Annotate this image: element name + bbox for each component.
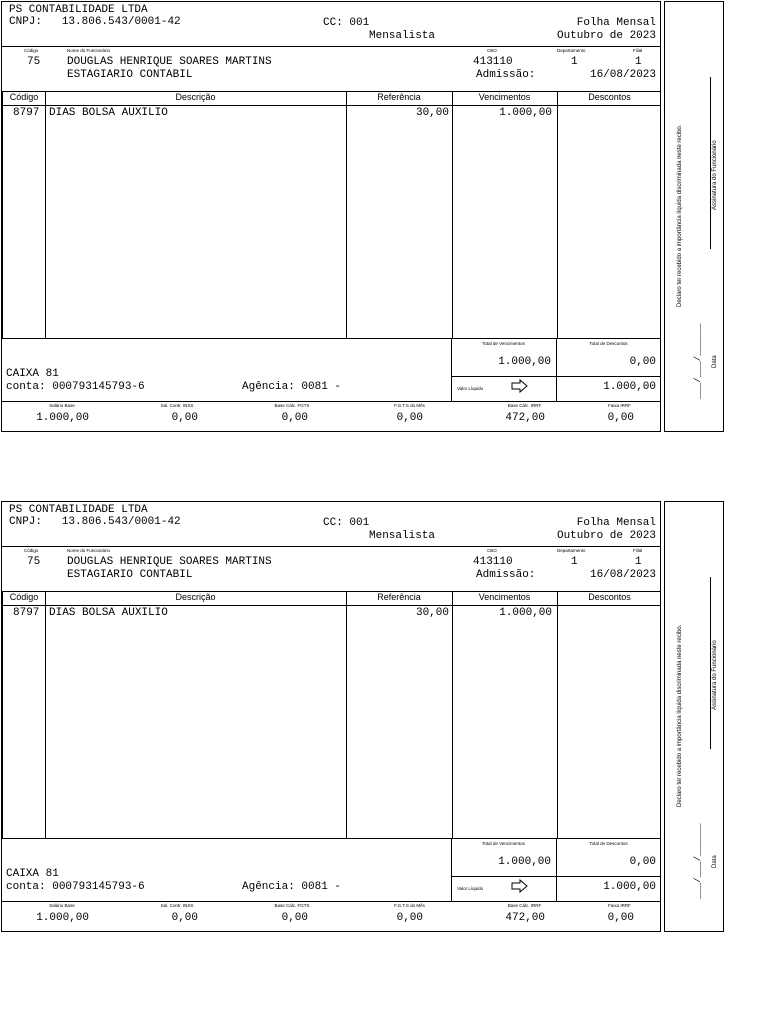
branch-value: 1	[635, 56, 642, 68]
net-value-label: Valor Líquido	[457, 386, 484, 391]
col-header-reference: Referência	[377, 592, 421, 602]
bank-agency: Agência: 0081 -	[242, 881, 342, 893]
pay-type: Mensalista	[369, 530, 436, 542]
arrow-right-icon	[511, 879, 529, 893]
row-description: DIAS BOLSA AUXILIO	[49, 107, 168, 119]
sheet-title: Folha Mensal	[576, 17, 656, 29]
inss-value: 0,00	[171, 912, 198, 924]
row-code: 8797	[13, 107, 40, 119]
date-line: ___/___/______	[693, 823, 703, 899]
total-deductions: 0,00	[629, 356, 656, 368]
employee-name: DOUGLAS HENRIQUE SOARES MARTINS	[67, 556, 272, 568]
employee-role: ESTAGIARIO CONTABIL	[67, 69, 193, 81]
date-label: Data	[712, 855, 718, 868]
bank-agency: Agência: 0081 -	[242, 381, 342, 393]
pay-slip-main	[1, 501, 661, 932]
fgts-month-value: 0,00	[396, 412, 423, 424]
fgts-month-value: 0,00	[396, 912, 423, 924]
department-value: 1	[571, 56, 578, 68]
totals-area	[451, 838, 661, 901]
net-value: 1.000,00	[603, 881, 656, 893]
fgts-month-label: F.G.T.S do Mês	[394, 403, 425, 408]
cbo-label: CBO	[487, 48, 497, 53]
items-table	[2, 591, 661, 839]
employee-code-label: Código	[24, 548, 39, 553]
employee-name-label: Nome do Funcionário	[67, 548, 111, 553]
inss-value: 0,00	[171, 412, 198, 424]
total-earnings: 1.000,00	[498, 356, 551, 368]
date-label: Data	[712, 355, 718, 368]
cost-center: CC: 001	[323, 517, 370, 529]
fgts-base-value: 0,00	[281, 412, 308, 424]
col-header-earnings: Vencimentos	[478, 92, 531, 102]
col-header-code: Código	[9, 92, 39, 102]
admission-date: 16/08/2023	[589, 69, 656, 81]
bank-account: conta: 000793145793-6	[6, 381, 145, 393]
receipt-stub	[664, 501, 724, 932]
signature-label: Assinatura do Funcionário	[712, 640, 718, 710]
company-name: PS CONTABILIDADE LTDA	[9, 4, 148, 16]
date-line: ___/___/______	[693, 323, 703, 399]
signature-line	[710, 77, 711, 249]
bank-name: CAIXA 81	[6, 368, 59, 380]
receipt-declaration: Declaro ter recebido a importância líquida discriminada neste recibo.	[677, 124, 683, 307]
row-description: DIAS BOLSA AUXILIO	[49, 607, 168, 619]
cbo-value: 413110	[473, 556, 513, 568]
base-salary-label: Salário Base	[49, 403, 75, 408]
inss-label: Sal. Contr. INSS	[160, 903, 194, 908]
bank-account: conta: 000793145793-6	[6, 881, 145, 893]
total-earnings-label: Total de Vencimentos	[482, 841, 525, 846]
period: Outubro de 2023	[556, 30, 656, 42]
employee-code-label: Código	[24, 48, 39, 53]
employee-code: 75	[27, 556, 41, 568]
period: Outubro de 2023	[556, 530, 656, 542]
col-header-earnings: Vencimentos	[478, 592, 531, 602]
items-table	[2, 91, 661, 339]
arrow-right-icon	[511, 379, 529, 393]
branch-label: Filial	[633, 548, 643, 553]
col-header-deductions: Descontos	[588, 592, 631, 602]
employee-role: ESTAGIARIO CONTABIL	[67, 569, 193, 581]
signature-line	[710, 577, 711, 749]
pay-slip	[0, 0, 768, 434]
net-value: 1.000,00	[603, 381, 656, 393]
branch-value: 1	[635, 556, 642, 568]
cnpj: CNPJ: 13.806.543/0001-42	[9, 16, 181, 28]
department-value: 1	[571, 556, 578, 568]
employee-name-label: Nome do Funcionário	[67, 48, 111, 53]
pay-type: Mensalista	[369, 30, 436, 42]
cnpj: CNPJ: 13.806.543/0001-42	[9, 516, 181, 528]
base-salary-value: 1.000,00	[36, 412, 89, 424]
branch-label: Filial	[633, 48, 643, 53]
employee-code: 75	[27, 56, 41, 68]
base-salary-value: 1.000,00	[36, 912, 89, 924]
sheet-title: Folha Mensal	[576, 517, 656, 529]
irrf-band-value: 0,00	[607, 912, 634, 924]
department-label: Departamento	[557, 48, 586, 53]
irrf-base-label: Base Cálc. IRRF	[507, 903, 542, 908]
irrf-band-label: Faixa IRRF	[608, 403, 631, 408]
fgts-base-label: Base Cálc. FGTS	[274, 403, 310, 408]
total-earnings-label: Total de Vencimentos	[482, 341, 525, 346]
cbo-label: CBO	[487, 548, 497, 553]
fgts-base-value: 0,00	[281, 912, 308, 924]
bank-name: CAIXA 81	[6, 868, 59, 880]
total-deductions: 0,00	[629, 856, 656, 868]
department-label: Departamento	[557, 548, 586, 553]
irrf-base-label: Base Cálc. IRRF	[507, 403, 542, 408]
irrf-band-value: 0,00	[607, 412, 634, 424]
total-deductions-label: Total de Descontos	[589, 341, 628, 346]
admission-date: 16/08/2023	[589, 569, 656, 581]
pay-slip-main	[1, 1, 661, 432]
inss-label: Sal. Contr. INSS	[160, 403, 194, 408]
receipt-declaration: Declaro ter recebido a importância líquida discriminada neste recibo.	[677, 624, 683, 807]
irrf-base-value: 472,00	[505, 912, 545, 924]
row-earnings: 1.000,00	[499, 607, 552, 619]
employee-name: DOUGLAS HENRIQUE SOARES MARTINS	[67, 56, 272, 68]
row-earnings: 1.000,00	[499, 107, 552, 119]
totals-area	[451, 338, 661, 401]
net-value-label: Valor Líquido	[457, 886, 484, 891]
company-name: PS CONTABILIDADE LTDA	[9, 504, 148, 516]
total-earnings: 1.000,00	[498, 856, 551, 868]
row-reference: 30,00	[415, 107, 449, 119]
pay-slip	[0, 500, 768, 934]
cbo-value: 413110	[473, 56, 513, 68]
col-header-deductions: Descontos	[588, 92, 631, 102]
signature-label: Assinatura do Funcionário	[712, 140, 718, 210]
irrf-band-label: Faixa IRRF	[608, 903, 631, 908]
col-header-code: Código	[9, 592, 39, 602]
col-header-reference: Referência	[377, 92, 421, 102]
row-reference: 30,00	[415, 607, 449, 619]
fgts-month-label: F.G.T.S do Mês	[394, 903, 425, 908]
cost-center: CC: 001	[323, 17, 370, 29]
admission-label: Admissão:	[476, 569, 536, 581]
base-salary-label: Salário Base	[49, 903, 75, 908]
row-code: 8797	[13, 607, 40, 619]
irrf-base-value: 472,00	[505, 412, 545, 424]
fgts-base-label: Base Cálc. FGTS	[274, 903, 310, 908]
receipt-stub	[664, 1, 724, 432]
col-header-description: Descrição	[175, 592, 216, 602]
total-deductions-label: Total de Descontos	[589, 841, 628, 846]
admission-label: Admissão:	[476, 69, 536, 81]
col-header-description: Descrição	[175, 92, 216, 102]
